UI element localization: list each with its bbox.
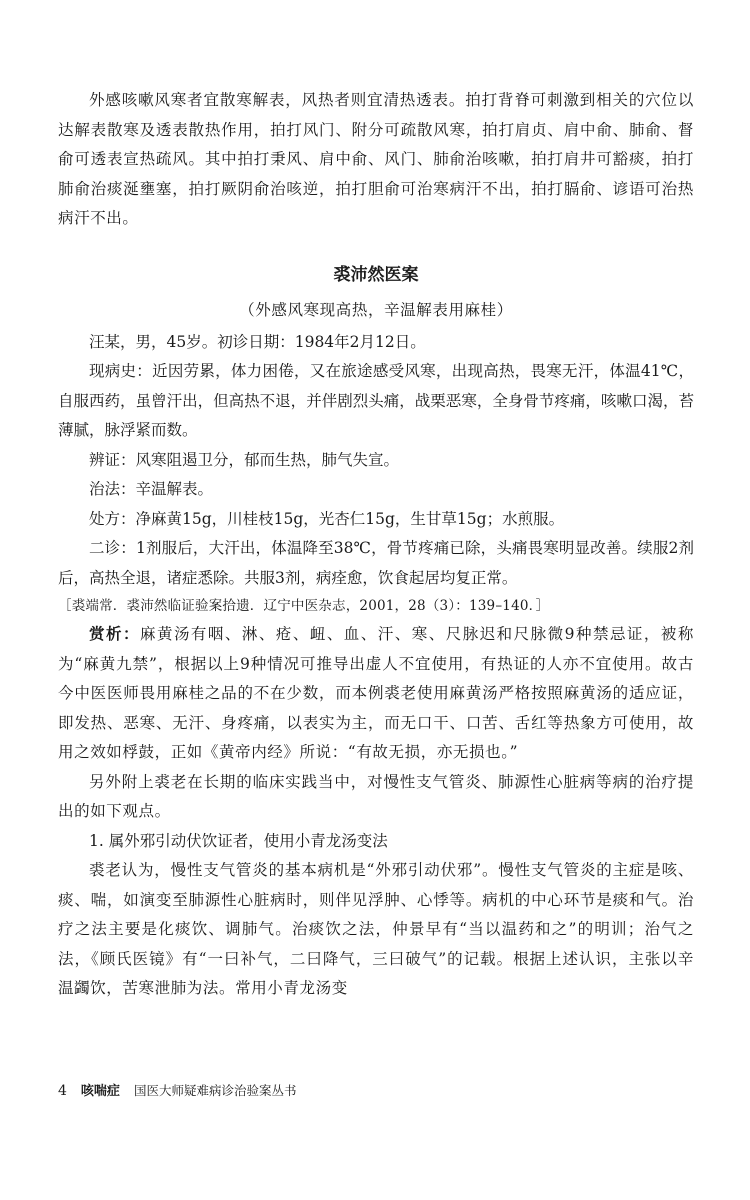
case-subtitle: （外感风寒现高热，辛温解表用麻桂） [239,300,513,319]
treatment-paragraph: 治法：辛温解表。 [89,480,214,498]
intro-paragraph: 外感咳嗽风寒者宜散寒解表，风热者则宜清热透表。拍打背脊可刺激到相关的穴位以达解表散寒及透表散热作用，拍打风门、附分可疏散风寒，拍打肩贞、肩中俞、肺俞、督俞可透表宣热疏风。其中拍打秉风、肩中俞、风门、肺俞治咳嗽，拍打肩井可豁痰，拍打肺俞治痰涎壅塞，拍打厥阴俞治咳逆，拍打胆俞可治寒病汗不出，拍打膈俞、谚语可治热病汗不出。 [58,91,694,227]
case-title: 裘沛然医案 [333,264,419,285]
point1-body: 裘老认为，慢性支气管炎的基本病机是“外邪引动伏邪”。慢性支气管炎的主症是咳、痰、喘，如演变至肺源性心脏病时，则伴见浮肿、心悸等。病机的中心环节是痰和气。治疗之法主要是化痰饮、调肺气。治痰饮之法，仲景早有“当以温药和之”的明训；治气之法，《顾氏医镜》有“一曰补气，二曰降气，三曰破气”的记载。根据上述认识，主张以辛温蠲饮，苦寒泄肺为法。常用小青龙汤变 [58,861,694,997]
point1-heading: 1. 属外邪引动伏饮证者，使用小青龙汤变法 [89,831,388,850]
second-visit-paragraph: 二诊：1剂服后，大汗出，体温降至38℃，骨节疼痛已除，头痛畏寒明显改善。续服2剂后，高热全退，诸症悉除。共服3剂，病痊愈，饮食起居均复正常。 [58,539,694,587]
patient-info: 汪某，男，45岁。初诊日期：1984年2月12日。 [89,332,426,351]
book-title: 咳喘症 [80,1084,120,1099]
commentary-text: 麻黄汤有咽、淋、疮、衄、血、汗、寒、尺脉迟和尺脉微9种禁忌证，被称为“麻黄九禁”，根据以上9种情况可推导出虚人不宜使用，有热证的人亦不宜使用。故古今中医医师畏用麻桂之品的不在少数，而本例裘老使用麻黄汤严格按照麻黄汤的适应证，即发热、恶寒、无汗、身疼痛，以表实为主，而无口干、口苦、舌红等热象方可使用，故用之效如桴鼓，正如《黄帝内经》所说：“有故无损，亦无损也。” [58,625,694,761]
appendix-paragraph: 另外附上裘老在长期的临床实践当中，对慢性支气管炎、肺源性心脏病等病的治疗提出的如下观点。 [58,772,694,820]
commentary-label: 赏析： [89,624,140,643]
citation: ［裘端常．裘沛然临证验案拾遗．辽宁中医杂志，2001，28（3）：139–140．］ [58,598,550,614]
prescription-paragraph: 处方：净麻黄15g，川桂枝15g，光杏仁15g，生甘草15g；水煎服。 [89,509,565,528]
history-paragraph: 现病史：近因劳累，体力困倦，又在旅途感受风寒，出现高热，畏寒无汗，体温41℃，自服西药，虽曾汗出，但高热不退，并伴剧烈头痛，战栗恶寒，全身骨节疼痛，咳嗽口渴，苔薄腻，脉浮紧而数。 [58,362,694,439]
page-footer [58,1080,296,1099]
page-body [58,86,694,1004]
diagnosis-paragraph: 辨证：风寒阻遏卫分，郁而生热，肺气失宣。 [89,450,400,469]
series-title: 国医大师疑难病诊治验案丛书 [133,1083,297,1098]
commentary-paragraph [58,619,694,768]
page-number: 4 [58,1083,67,1099]
